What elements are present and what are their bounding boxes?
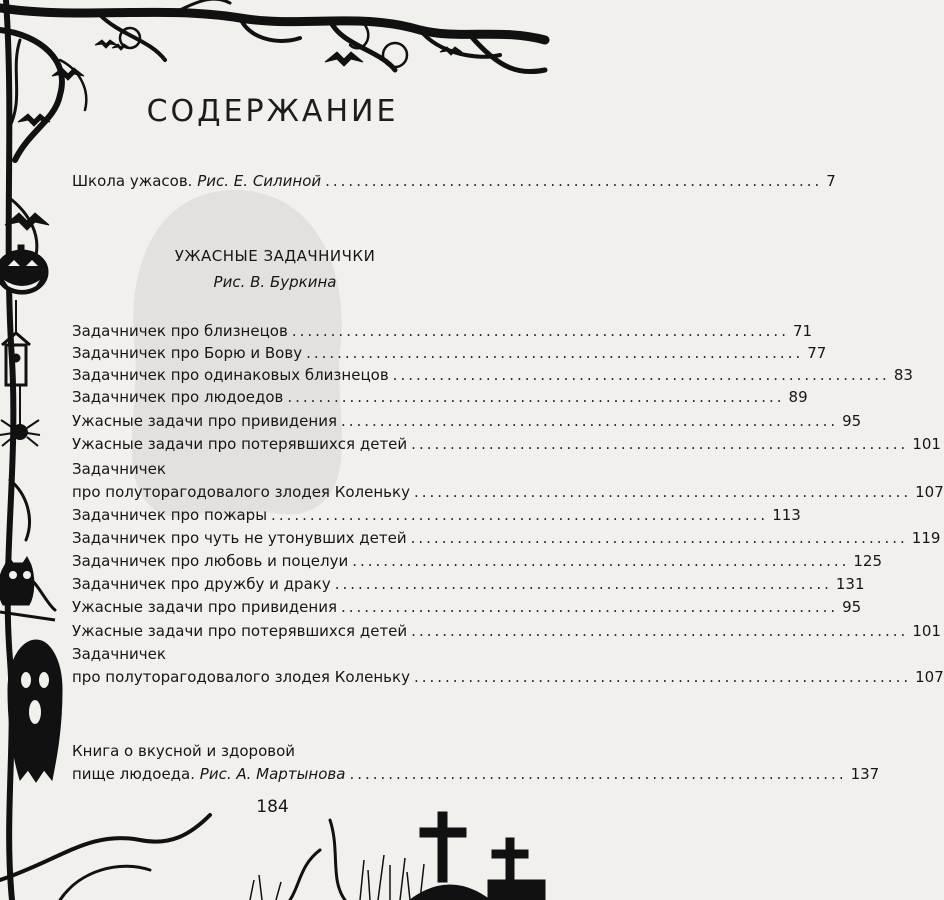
dot-leader: ................................................................ — [325, 172, 823, 190]
toc-entry-line1: Задачничек — [72, 645, 166, 663]
toc-entry: Ужасные задачи про привидения ................................................................ 95 — [72, 412, 862, 430]
page-ref: 7 — [826, 172, 836, 190]
page-number: 184 — [256, 797, 289, 817]
toc-entry: Задачничек про чуть не утонувших детей ................................................................ 119 — [72, 529, 941, 547]
toc-entry-last-line1: Книга о вкусной и здоровой — [72, 742, 296, 760]
toc-entry: Задачничек про дружбу и драку ................................................................ 131 — [72, 575, 865, 593]
toc-entry-line1: Задачничек — [72, 460, 166, 478]
section-title: УЖАСНЫЕ ЗАДАЧНИЧКИ — [174, 247, 376, 265]
toc-entry: про полуторагодовалого злодея Коленьку ................................................................ 107 — [72, 483, 944, 501]
toc-entry: Задачничек про близнецов ................................................................ 71 — [72, 322, 813, 340]
toc-entry-first — [72, 170, 836, 192]
spider-icon — [0, 385, 40, 446]
page-title: СОДЕРЖАНИЕ — [146, 94, 399, 129]
entry-credit: Рис. Е. Силиной — [197, 172, 322, 190]
section-credit: Рис. В. Буркина — [213, 273, 337, 291]
toc-entry: Ужасные задачи про потерявшихся детей ................................................................ 101 — [72, 435, 941, 453]
toc-entry: Задачничек про одинаковых близнецов ................................................................ 83 — [72, 366, 913, 384]
toc-entry: Ужасные задачи про привидения ................................................................ 95 — [72, 598, 862, 616]
toc-entry-last: пище людоеда. Рис. А. Мартынова ................................................................ 137 — [72, 765, 880, 783]
toc-entry: Задачничек про Борю и Вову ................................................................ 77 — [72, 344, 827, 362]
toc-entry: Ужасные задачи про потерявшихся детей ................................................................ 101 — [72, 622, 941, 640]
toc-entry: Задачничек про пожары ................................................................ 113 — [72, 506, 801, 524]
toc-entry: Задачничек про любовь и поцелуи ................................................................ 125 — [72, 552, 883, 570]
ghost-icon — [8, 640, 62, 782]
entry-credit: Рис. А. Мартынова — [199, 765, 346, 783]
birdhouse-icon — [2, 300, 30, 385]
entry-title: Школа ужасов. Рис. Е. Силиной — [72, 172, 322, 190]
toc-entry: Задачничек про людоедов ................................................................ 89 — [72, 388, 808, 406]
toc-entry: про полуторагодовалого злодея Коленьку ................................................................ 107 — [72, 668, 944, 686]
grave-cross-icon — [410, 812, 545, 900]
